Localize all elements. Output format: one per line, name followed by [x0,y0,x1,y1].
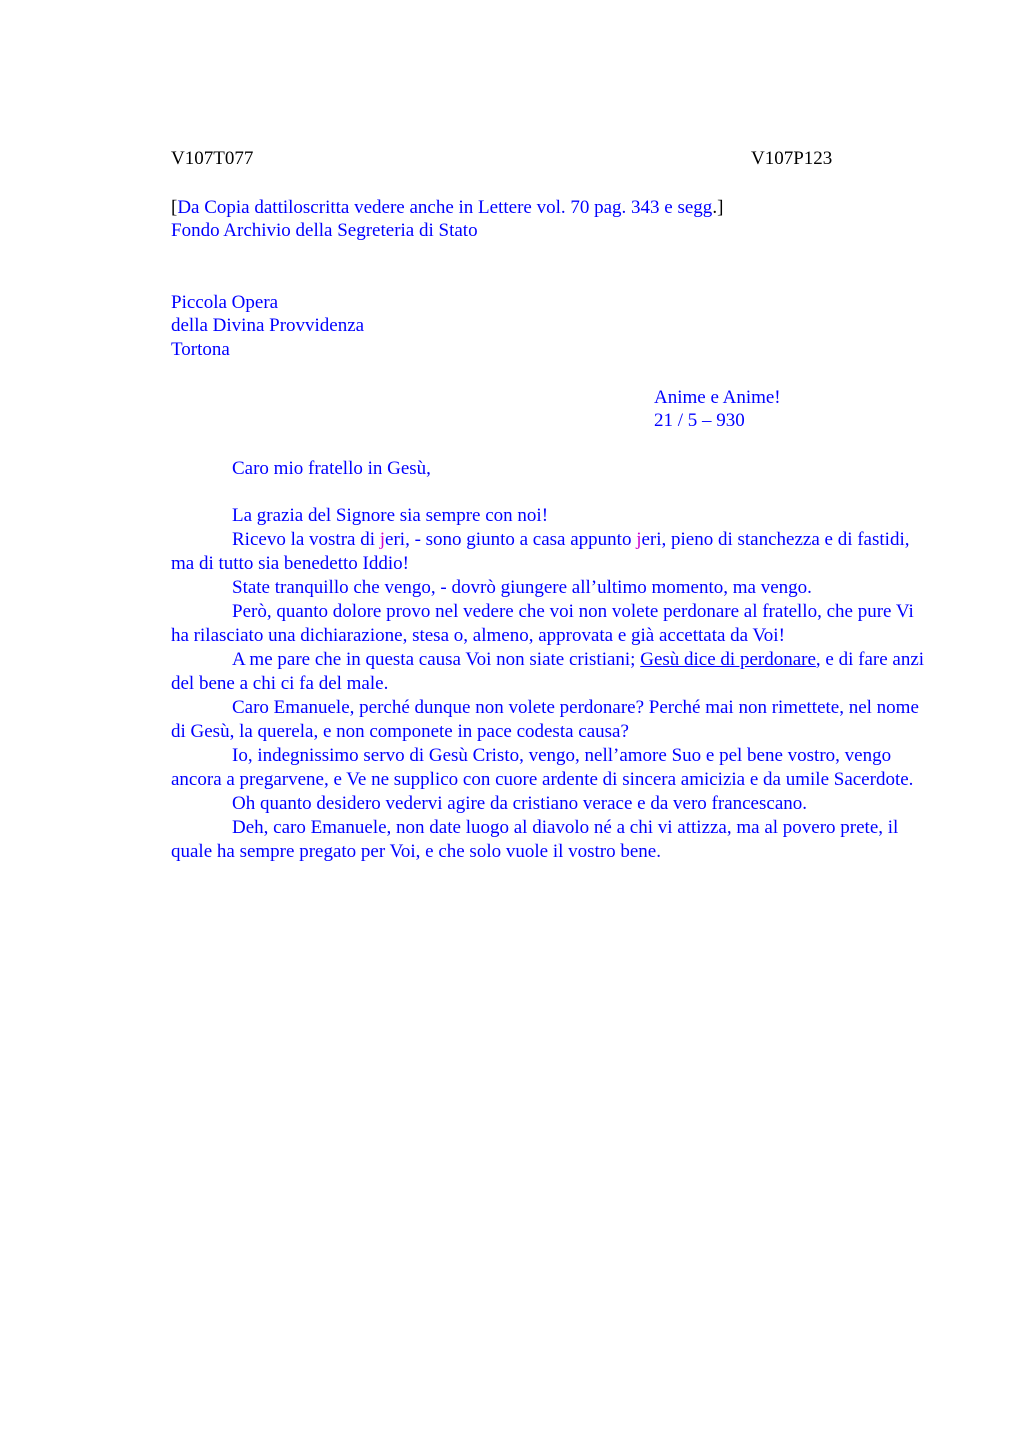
letter-body [171,504,931,864]
paragraph-7: Io, indegnissimo servo di Gesù Cristo, vengo, nell’amore Suo e pel bene vostro, vengo ancora a pregarvene, e Ve ne supplico con cuore ardente di sincera amicizia e da umile Sacerdote. [171,745,914,790]
source-note-text: Da Copia dattiloscritta vedere anche in Lettere vol. 70 pag. 343 e segg [177,197,713,218]
paragraph-2-part-c: eri, pieno di stanchezza e di fastidi, ma di tutto sia benedetto Iddio! [171,529,910,574]
letterhead-line-3: Tortona [171,339,230,360]
paragraph-8: Oh quanto desidero vedervi agire da cristiano verace e da vero francescano. [232,793,808,814]
paragraph-5-part-a: A me pare che in questa causa Voi non siate cristiani; [232,649,641,670]
letterhead-line-2: della Divina Provvidenza [171,315,365,336]
document-code-left: V107T077 [171,148,254,169]
paragraph-3: State tranquillo che vengo, - dovrò giungere all’ultimo momento, ma vengo. [232,577,812,598]
paragraph-2-part-b: eri, - sono giunto a casa appunto [385,529,637,550]
source-note [171,196,723,220]
motto: Anime e Anime! [654,387,781,408]
letter-date: 21 / 5 – 930 [654,410,745,431]
paragraph-5 [171,648,931,696]
letterhead-line-1: Piccola Opera [171,292,279,313]
source-open-bracket: [ [171,197,178,218]
document-code-right: V107P123 [751,148,833,169]
archive-line: Fondo Archivio della Segreteria di Stato [171,220,478,241]
underlined-phrase: Gesù dice di perdonare [640,649,816,670]
paragraph-1: La grazia del Signore sia sempre con noi! [232,505,549,526]
paragraph-2-part-a: Ricevo la vostra di [232,529,380,550]
salutation: Caro mio fratello in Gesù, [232,458,431,479]
paragraph-6: Caro Emanuele, perché dunque non volete perdonare? Perché mai non rimettete, nel nome di Gesù, la querela, e non componete in pace codesta causa? [171,697,919,742]
paragraph-5-part-b: , e di fare anzi del bene a chi ci fa del male. [171,649,925,694]
highlighted-letter-j-2: j [636,529,642,550]
paragraph-2 [171,528,931,576]
source-close: .] [712,197,724,218]
paragraph-4: Però, quanto dolore provo nel vedere che voi non volete perdonare al fratello, che pure Vi ha rilasciato una dichiarazione, stesa o, almeno, approvata e già accettata da Voi! [171,601,914,646]
highlighted-letter-j-1: j [379,529,386,550]
paragraph-9: Deh, caro Emanuele, non date luogo al diavolo né a chi vi attizza, ma al povero prete, il quale ha sempre pregato per Voi, e che solo vuole il vostro bene. [171,817,899,862]
